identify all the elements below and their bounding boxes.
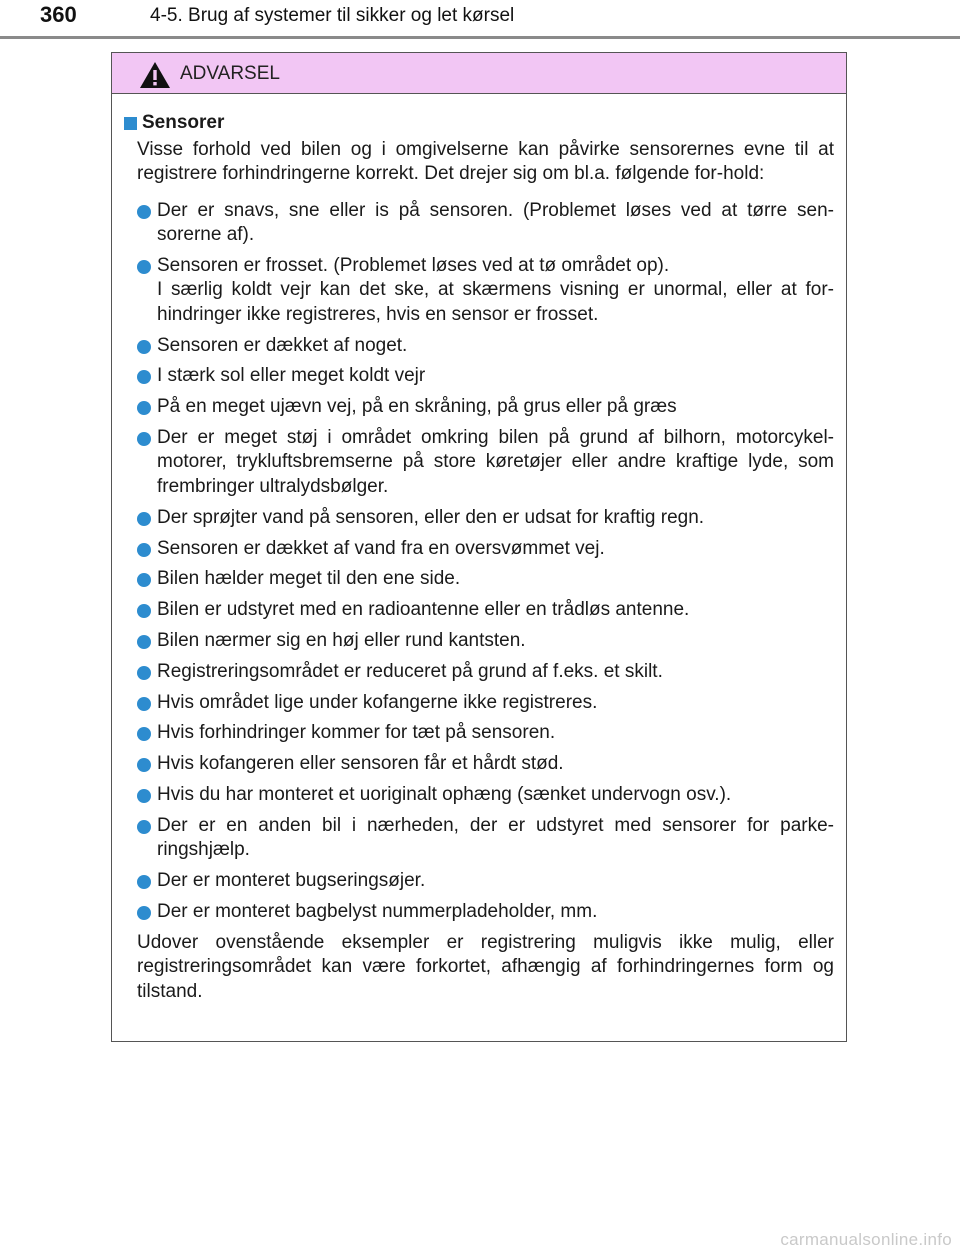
page-header xyxy=(0,0,960,40)
list-item-text: Sensoren er dækket af noget. xyxy=(157,334,408,356)
page-number: 360 xyxy=(40,2,77,27)
round-bullet-icon xyxy=(137,789,151,803)
section-title: 4-5. Brug af systemer til sikker og let kørsel xyxy=(150,5,515,26)
round-bullet-icon xyxy=(137,205,151,219)
list-item xyxy=(124,426,834,500)
square-bullet-icon xyxy=(124,117,137,130)
round-bullet-icon xyxy=(137,512,151,526)
list-item-text: Sensoren er dækket af vand fra en oversvømmet vej. xyxy=(157,537,605,559)
list-item xyxy=(124,506,834,531)
list-item xyxy=(124,660,834,685)
list-item xyxy=(124,629,834,654)
sub-heading-text: Sensorer xyxy=(142,112,225,133)
round-bullet-icon xyxy=(137,906,151,920)
list-item-text: Sensoren er frosset. (Problemet løses ved at tø området op). xyxy=(157,254,670,276)
round-bullet-icon xyxy=(137,875,151,889)
list-item xyxy=(124,900,834,925)
list-item-text: I stærk sol eller meget koldt vejr xyxy=(157,365,426,387)
list-item xyxy=(124,567,834,592)
round-bullet-icon xyxy=(137,635,151,649)
watermark: carmanualsonline.info xyxy=(780,1230,952,1249)
list-item xyxy=(124,783,834,808)
list-item-text: I særlig koldt vejr kan det ske, at skærmens visning er unormal, eller at for-hindringer ikke registreres, hvis en sensor er frosset. xyxy=(157,279,834,325)
warning-label: ADVARSEL xyxy=(180,63,280,84)
list-item xyxy=(124,691,834,716)
round-bullet-icon xyxy=(137,666,151,680)
list-item-text: Bilen hælder meget til den ene side. xyxy=(157,568,461,590)
round-bullet-icon xyxy=(137,820,151,834)
list-item-text: Hvis området lige under kofangerne ikke registreres. xyxy=(157,691,598,713)
sub-heading xyxy=(124,111,834,136)
round-bullet-icon xyxy=(137,543,151,557)
warning-triangle-icon xyxy=(139,61,171,89)
round-bullet-icon xyxy=(137,370,151,384)
list-item xyxy=(124,199,834,248)
list-item-text: På en meget ujævn vej, på en skråning, på grus eller på græs xyxy=(157,396,677,418)
list-item-text: Hvis forhindringer kommer for tæt på sensoren. xyxy=(157,722,556,744)
list-item-text: Hvis kofangeren eller sensoren får et hårdt stød. xyxy=(157,753,564,775)
list-item xyxy=(124,814,834,863)
list-item xyxy=(124,395,834,420)
list-item xyxy=(124,869,834,894)
list-item-text: Der sprøjter vand på sensoren, eller den er udsat for kraftig regn. xyxy=(157,506,705,528)
list-item-text: Der er monteret bugseringsøjer. xyxy=(157,870,426,892)
round-bullet-icon xyxy=(137,604,151,618)
list-item-text: Registreringsområdet er reduceret på grund af f.eks. et skilt. xyxy=(157,660,663,682)
round-bullet-icon xyxy=(137,260,151,274)
warning-content xyxy=(112,94,846,1004)
round-bullet-icon xyxy=(137,340,151,354)
list-item xyxy=(124,334,834,359)
header-divider xyxy=(0,36,960,39)
warning-box xyxy=(111,52,847,1042)
list-item-text: Der er en anden bil i nærheden, der er udstyret med sensorer for parke-ringshjælp. xyxy=(157,814,834,861)
list-item-text: Der er snavs, sne eller is på sensoren. (Problemet løses ved at tørre sen-sorerne af). xyxy=(157,199,834,245)
list-item-text: Bilen nærmer sig en høj eller rund kantsten. xyxy=(157,629,526,651)
list-item-text: Der er meget støj i området omkring bilen på grund af bilhorn, motorcykel-motorer, trykluftsbremserne på store køretøjer eller andre kraftige lyde, som frembringer ultralydsbølger. xyxy=(157,426,834,497)
round-bullet-icon xyxy=(137,401,151,415)
list-item xyxy=(124,721,834,746)
warning-header xyxy=(112,53,846,94)
closing-paragraph: Udover ovenstående eksempler er registrering muligvis ikke mulig, eller registreringsområdet kan være forkortet, afhængig af forhindringernes form og tilstand. xyxy=(137,931,834,1002)
intro-paragraph: Visse forhold ved bilen og i omgivelserne kan påvirke sensorernes evne til at registrere forhindringerne korrekt. Det drejer sig om bl.a. følgende for-hold: xyxy=(137,138,834,184)
list-item-text: Bilen er udstyret med en radioantenne eller en trådløs antenne. xyxy=(157,599,690,621)
round-bullet-icon xyxy=(137,758,151,772)
list-item-text: Der er monteret bagbelyst nummerpladeholder, mm. xyxy=(157,900,598,922)
list-item xyxy=(124,537,834,562)
list-item xyxy=(124,752,834,777)
list-item xyxy=(124,254,834,328)
round-bullet-icon xyxy=(137,432,151,446)
round-bullet-icon xyxy=(137,573,151,587)
list-item xyxy=(124,364,834,389)
list-item xyxy=(124,598,834,623)
bullet-list xyxy=(124,199,834,925)
round-bullet-icon xyxy=(137,727,151,741)
round-bullet-icon xyxy=(137,697,151,711)
list-item-text: Hvis du har monteret et uoriginalt ophæng (sænket undervogn osv.). xyxy=(157,783,732,805)
